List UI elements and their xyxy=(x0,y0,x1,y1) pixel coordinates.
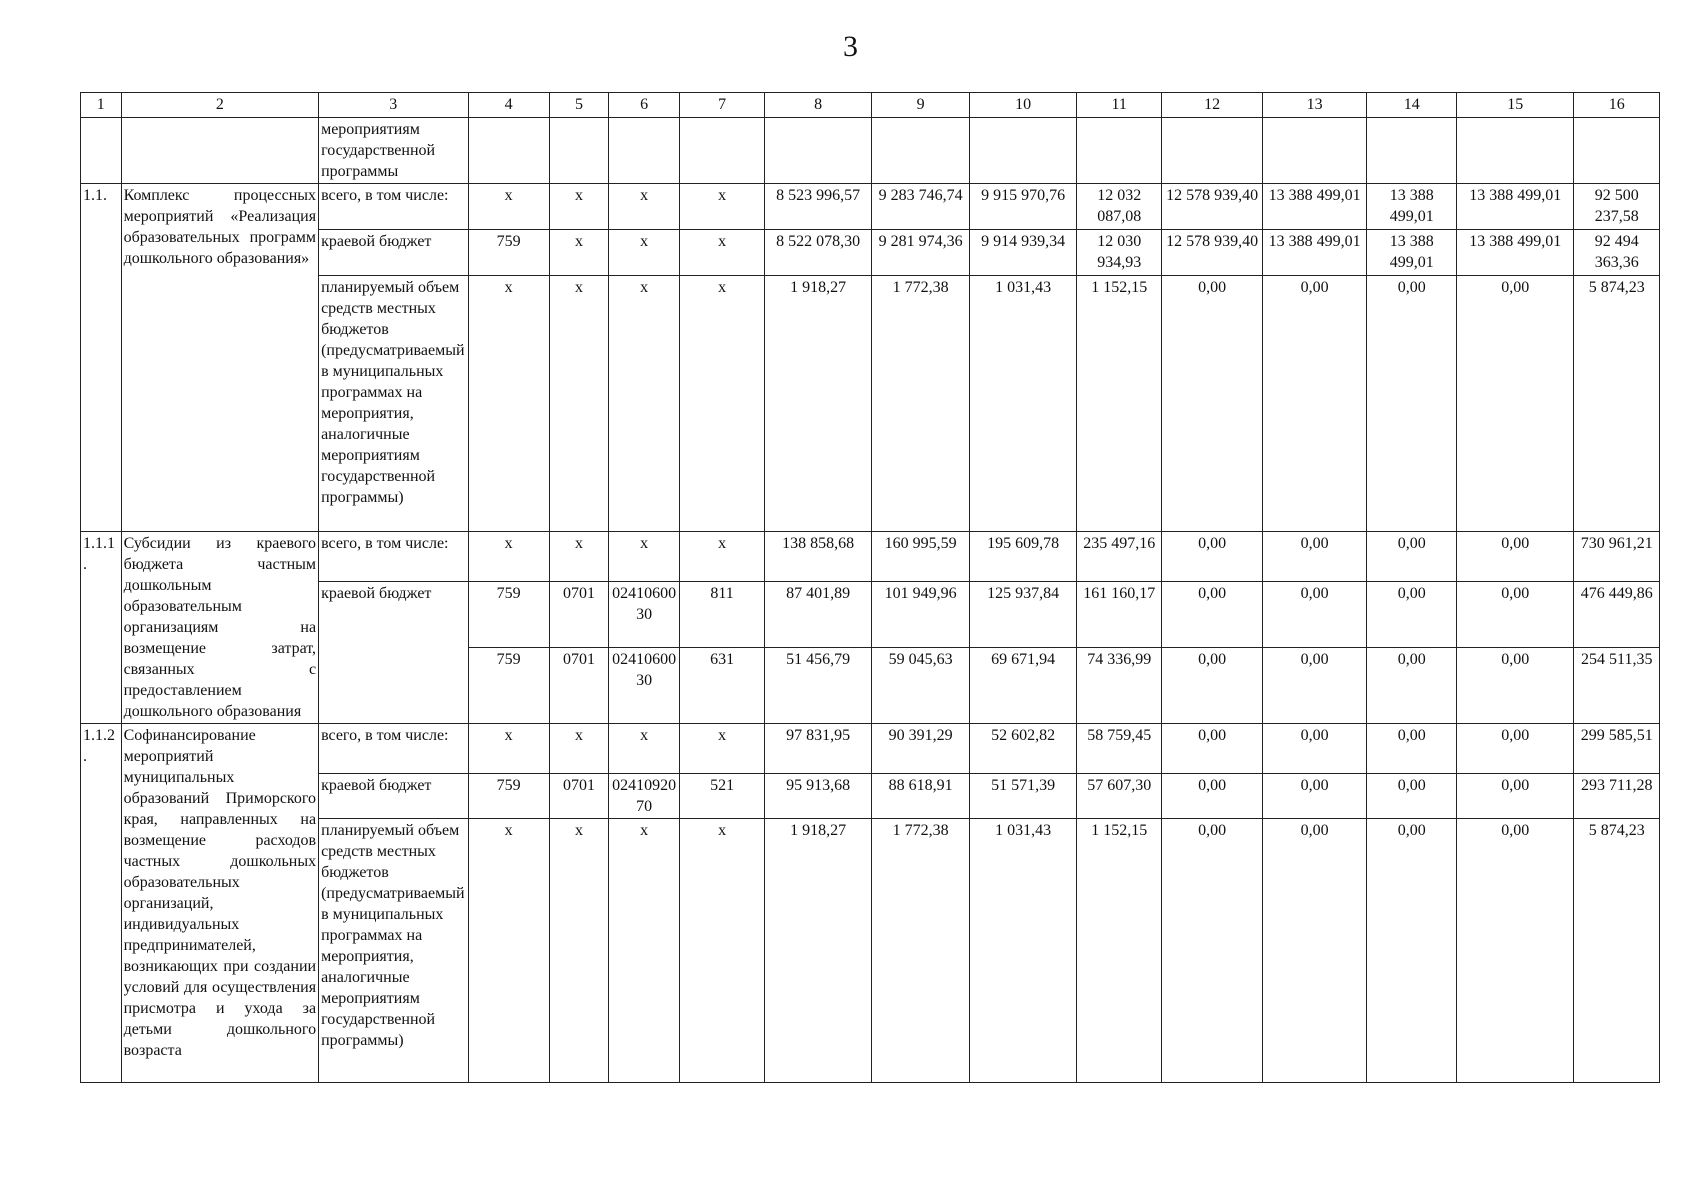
table-cell: 9 283 746,74 xyxy=(872,184,970,230)
column-header: 12 xyxy=(1162,93,1262,118)
table-cell xyxy=(1162,118,1262,184)
table-cell: 0241060030 xyxy=(609,582,679,648)
table-cell: 759 xyxy=(468,774,549,819)
table-cell: 125 937,84 xyxy=(970,582,1077,648)
table-cell: 254 511,35 xyxy=(1574,648,1660,724)
table-cell: 1 031,43 xyxy=(970,819,1077,1083)
table-cell: 0,00 xyxy=(1367,774,1457,819)
table-cell: 0,00 xyxy=(1262,532,1367,582)
column-header: 4 xyxy=(468,93,549,118)
table-cell: x xyxy=(679,532,764,582)
table-cell: 13 388 499,01 xyxy=(1367,184,1457,230)
table-cell: 0701 xyxy=(549,582,609,648)
table-cell: 0,00 xyxy=(1367,582,1457,648)
table-row xyxy=(81,532,1660,582)
table-cell: Комплекс процессных мероприятий «Реализация образовательных программ дошкольного образования» xyxy=(121,184,319,532)
table-cell: 0,00 xyxy=(1367,532,1457,582)
table-cell: 1.1. xyxy=(81,184,122,532)
table-cell: 12 030 934,93 xyxy=(1077,230,1162,276)
column-header: 15 xyxy=(1457,93,1574,118)
table-cell: x xyxy=(549,532,609,582)
table-cell: 1.1.1. xyxy=(81,532,122,724)
table-cell: 0,00 xyxy=(1367,648,1457,724)
table-cell: 0241092070 xyxy=(609,774,679,819)
table-cell: 5 874,23 xyxy=(1574,819,1660,1083)
table-row xyxy=(81,184,1660,230)
column-header: 13 xyxy=(1262,93,1367,118)
table-cell: x xyxy=(549,230,609,276)
table-cell: 88 618,91 xyxy=(872,774,970,819)
table-cell: x xyxy=(549,276,609,532)
column-header: 6 xyxy=(609,93,679,118)
table-cell: x xyxy=(468,184,549,230)
table-cell: всего, в том числе: xyxy=(319,184,468,230)
page-number: 3 xyxy=(843,30,858,63)
table-cell: 1 918,27 xyxy=(765,276,872,532)
table-cell: x xyxy=(609,184,679,230)
column-header: 3 xyxy=(319,93,468,118)
table-cell: 8 523 996,57 xyxy=(765,184,872,230)
table-cell: 0701 xyxy=(549,774,609,819)
table-cell: 0,00 xyxy=(1162,532,1262,582)
table-cell xyxy=(1262,118,1367,184)
table-cell: 811 xyxy=(679,582,764,648)
table-cell: 0,00 xyxy=(1457,819,1574,1083)
table-cell xyxy=(1367,118,1457,184)
table-cell xyxy=(1077,118,1162,184)
table-cell: 51 456,79 xyxy=(765,648,872,724)
table-cell: 0,00 xyxy=(1262,819,1367,1083)
table-cell: 631 xyxy=(679,648,764,724)
table-cell xyxy=(872,118,970,184)
table-cell: x xyxy=(679,724,764,774)
table-cell: 0,00 xyxy=(1262,582,1367,648)
table-cell: x xyxy=(468,819,549,1083)
table-cell: 0,00 xyxy=(1457,582,1574,648)
table-cell: всего, в том числе: xyxy=(319,532,468,582)
table-cell: 69 671,94 xyxy=(970,648,1077,724)
table-cell: 0,00 xyxy=(1162,648,1262,724)
table-cell: 12 578 939,40 xyxy=(1162,184,1262,230)
table-cell: 195 609,78 xyxy=(970,532,1077,582)
table-cell: 97 831,95 xyxy=(765,724,872,774)
column-header: 7 xyxy=(679,93,764,118)
table-cell xyxy=(468,118,549,184)
table-cell xyxy=(970,118,1077,184)
table-cell: 476 449,86 xyxy=(1574,582,1660,648)
table-cell: x xyxy=(468,724,549,774)
table-cell: x xyxy=(549,724,609,774)
table-cell: x xyxy=(549,184,609,230)
table-row xyxy=(81,118,1660,184)
table-cell: x xyxy=(549,819,609,1083)
table-cell: 0,00 xyxy=(1162,276,1262,532)
table-cell: 0,00 xyxy=(1367,819,1457,1083)
table-cell: 5 874,23 xyxy=(1574,276,1660,532)
table-cell: 57 607,30 xyxy=(1077,774,1162,819)
table-cell: 0,00 xyxy=(1262,774,1367,819)
table-cell: 59 045,63 xyxy=(872,648,970,724)
column-header: 10 xyxy=(970,93,1077,118)
table-cell: 52 602,82 xyxy=(970,724,1077,774)
table-cell: 0,00 xyxy=(1367,276,1457,532)
table-cell xyxy=(121,118,319,184)
table-cell: 92 494 363,36 xyxy=(1574,230,1660,276)
table-cell: x xyxy=(679,230,764,276)
table-cell: 90 391,29 xyxy=(872,724,970,774)
table-cell xyxy=(609,118,679,184)
table-cell: 299 585,51 xyxy=(1574,724,1660,774)
table-cell: x xyxy=(679,819,764,1083)
table-cell: 235 497,16 xyxy=(1077,532,1162,582)
table-cell: x xyxy=(609,276,679,532)
table-cell: 1 772,38 xyxy=(872,819,970,1083)
column-header: 16 xyxy=(1574,93,1660,118)
table-cell: x xyxy=(609,819,679,1083)
table-cell: 0,00 xyxy=(1262,276,1367,532)
table-cell: 74 336,99 xyxy=(1077,648,1162,724)
table-cell: 0,00 xyxy=(1457,724,1574,774)
table-cell: 101 949,96 xyxy=(872,582,970,648)
table-cell: x xyxy=(609,532,679,582)
table-cell: 0,00 xyxy=(1162,582,1262,648)
column-header: 14 xyxy=(1367,93,1457,118)
table-cell: краевой бюджет xyxy=(319,774,468,819)
table-cell: планируемый объем средств местных бюджетов (предусматриваемый в муниципальных программах на мероприятия, аналогичные мероприятиям государственной программы) xyxy=(319,819,468,1083)
table-cell: 0,00 xyxy=(1262,724,1367,774)
table-cell: мероприятиям государственной программы xyxy=(319,118,468,184)
table-cell: x xyxy=(609,724,679,774)
column-header: 8 xyxy=(765,93,872,118)
table-cell: 1.1.2. xyxy=(81,724,122,1083)
column-header: 1 xyxy=(81,93,122,118)
table-cell: 0,00 xyxy=(1162,774,1262,819)
table-cell: 759 xyxy=(468,230,549,276)
table-cell xyxy=(1457,118,1574,184)
table-cell: 160 995,59 xyxy=(872,532,970,582)
table-cell: 759 xyxy=(468,648,549,724)
table-cell: 8 522 078,30 xyxy=(765,230,872,276)
table-cell: 759 xyxy=(468,582,549,648)
table-cell: 13 388 499,01 xyxy=(1262,230,1367,276)
budget-table xyxy=(80,92,1660,1083)
table-cell: 0,00 xyxy=(1457,532,1574,582)
table-cell xyxy=(765,118,872,184)
table-cell: 1 918,27 xyxy=(765,819,872,1083)
table-cell: 1 772,38 xyxy=(872,276,970,532)
table-cell: 293 711,28 xyxy=(1574,774,1660,819)
table-cell: 95 913,68 xyxy=(765,774,872,819)
table-cell: 58 759,45 xyxy=(1077,724,1162,774)
table-cell: краевой бюджет xyxy=(319,230,468,276)
table-cell: 9 915 970,76 xyxy=(970,184,1077,230)
table-cell: 9 281 974,36 xyxy=(872,230,970,276)
table-cell: 9 914 939,34 xyxy=(970,230,1077,276)
table-cell: 0,00 xyxy=(1457,276,1574,532)
table-cell: 521 xyxy=(679,774,764,819)
table-row xyxy=(81,724,1660,774)
table-cell: Софинансирование мероприятий муниципальных образований Приморского края, направленных на возмещение расходов частных дошкольных образовательных организаций, индивидуальных предпринимателей, возникающих при создании условий для осуществления присмотра и ухода за детьми дошкольного возраста xyxy=(121,724,319,1083)
table-cell: 13 388 499,01 xyxy=(1367,230,1457,276)
table-cell: x xyxy=(679,276,764,532)
table-cell: 13 388 499,01 xyxy=(1457,230,1574,276)
table-cell xyxy=(679,118,764,184)
table-cell: 0,00 xyxy=(1162,819,1262,1083)
column-header: 5 xyxy=(549,93,609,118)
table-cell: x xyxy=(679,184,764,230)
table-cell: 13 388 499,01 xyxy=(1457,184,1574,230)
table-cell: 51 571,39 xyxy=(970,774,1077,819)
table-cell: 0,00 xyxy=(1457,648,1574,724)
table-cell: 13 388 499,01 xyxy=(1262,184,1367,230)
column-header: 2 xyxy=(121,93,319,118)
table-cell xyxy=(81,118,122,184)
column-header: 11 xyxy=(1077,93,1162,118)
table-cell: всего, в том числе: xyxy=(319,724,468,774)
table-cell xyxy=(549,118,609,184)
table-cell: 0,00 xyxy=(1262,648,1367,724)
table-cell: x xyxy=(468,276,549,532)
table-header-row xyxy=(81,93,1660,118)
table-cell: 12 578 939,40 xyxy=(1162,230,1262,276)
table-cell: 0701 xyxy=(549,648,609,724)
table-cell: 0241060030 xyxy=(609,648,679,724)
table-cell: x xyxy=(609,230,679,276)
table-cell: 92 500 237,58 xyxy=(1574,184,1660,230)
table-cell: x xyxy=(468,532,549,582)
table-cell xyxy=(1574,118,1660,184)
table-cell: Субсидии из краевого бюджета частным дошкольным образовательным организациям на возмещение затрат, связанных с предоставлением дошкольного образования xyxy=(121,532,319,724)
column-header: 9 xyxy=(872,93,970,118)
table-cell: краевой бюджет xyxy=(319,582,468,724)
table-cell: 138 858,68 xyxy=(765,532,872,582)
table-cell: 1 031,43 xyxy=(970,276,1077,532)
table-cell: 1 152,15 xyxy=(1077,819,1162,1083)
table-cell: 161 160,17 xyxy=(1077,582,1162,648)
table-cell: 87 401,89 xyxy=(765,582,872,648)
table-cell: 730 961,21 xyxy=(1574,532,1660,582)
table-cell: 0,00 xyxy=(1367,724,1457,774)
table-cell: 0,00 xyxy=(1457,774,1574,819)
table-cell: 12 032 087,08 xyxy=(1077,184,1162,230)
table-cell: планируемый объем средств местных бюджетов (предусматриваемый в муниципальных программах на мероприятия, аналогичные мероприятиям государственной программы) xyxy=(319,276,468,532)
table-cell: 1 152,15 xyxy=(1077,276,1162,532)
table-cell: 0,00 xyxy=(1162,724,1262,774)
